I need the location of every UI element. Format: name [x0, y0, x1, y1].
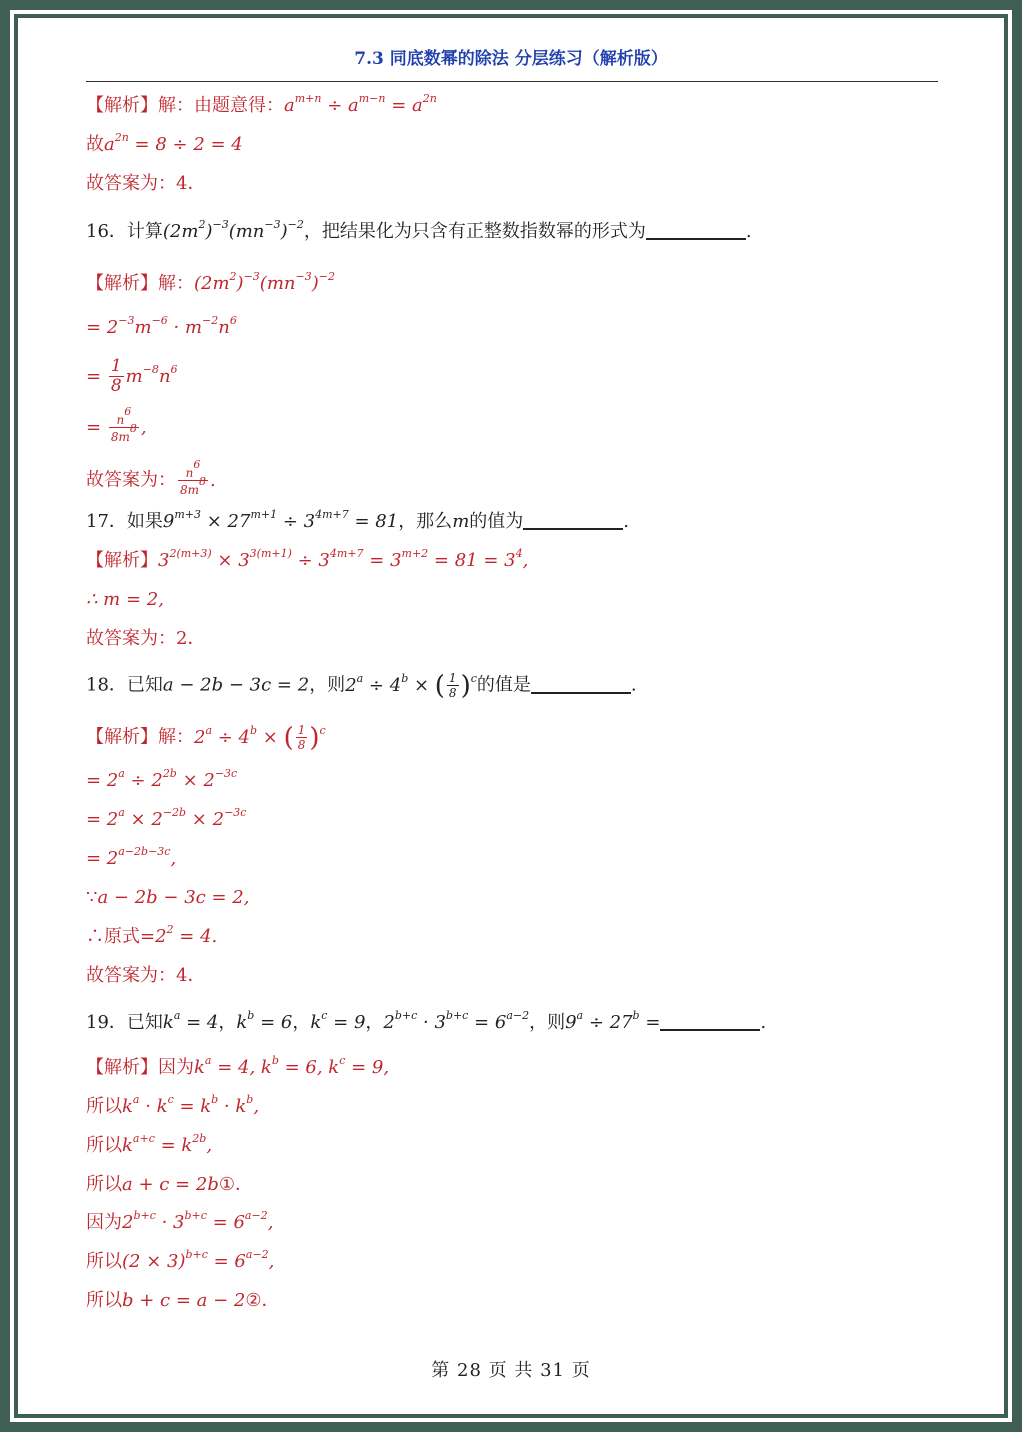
analysis-15-line-2: 故$a^{2n} = 8 \div 2 = 4$ [86, 131, 243, 155]
page-number: 第 28 页 共 31 页 [431, 1360, 591, 1381]
answer-blank [531, 674, 631, 694]
question-18: 18．已知a − 2b − 3c = 2，则$2^a \div 4^b$ × ( $\frac{1}{8}$ )$^c$的值是 . [86, 670, 637, 701]
answer-blank [523, 510, 623, 530]
answer-blank [646, 220, 746, 240]
analysis-19-line-4: 所以a + c = 2b①． [86, 1174, 253, 1195]
question-19: 19．已知$k^a = 4$，$k^b = 6$，$k^c = 9$，$2^{b+c} \cdot 3^{b+c} = 6^{a-2}$，则$9^a \div 27^b$ = . [86, 1009, 767, 1033]
analysis-18-line-4: = $2^{a-2b-3c}$, [86, 845, 177, 869]
analysis-16-line-4: = $\frac{n^6}{8m^8}$ , [86, 405, 147, 444]
answer-16: 故答案为： $\frac{n^6}{8m^8}$ . [86, 458, 216, 497]
analysis-18-line-5: ∵a − 2b − 3c = 2, [86, 887, 250, 908]
page-title: 7.3 同底数幂的除法 分层练习（解析版） [354, 49, 668, 69]
analysis-19-line-5: 因为$2^{b+c} \cdot 3^{b+c} = 6^{a-2}$, [86, 1209, 274, 1233]
analysis-15-line-1: 【解析】解：由题意得：$a^{m+n} \div a^{m-n} = a^{2n}$ [86, 92, 437, 116]
analysis-16-line-1: 【解析】解：$(2m^2)^{-3}(mn^{-3})^{-2}$ [86, 270, 335, 294]
analysis-19-line-2: 所以$k^a \cdot k^c = k^b \cdot k^b$, [86, 1093, 260, 1117]
question-16: 16．计算$(2m^2)^{-3}(mn^{-3})^{-2}$，把结果化为只含有正整数指数幂的形式为 . [86, 218, 752, 242]
analysis-18-line-1: 【解析】解：$2^a \div 4^b$ × ( $\frac{1}{8}$ )$^c$ [86, 722, 326, 753]
analysis-17-line-2: ∴ m = 2, [86, 589, 164, 610]
analysis-17-line-1: 【解析】$3^{2(m+3)} \times 3^{3(m+1)} \div 3^{4m+7} = 3^{m+2} = 81 = 3^4$, [86, 547, 529, 571]
analysis-19-line-6: 所以$(2 \times 3)^{b+c} = 6^{a-2}$, [86, 1248, 275, 1272]
question-17: 17．如果$9^{m+3} \times 27^{m+1} \div 3^{4m+7} = 81$，那么m的值为 . [86, 508, 629, 532]
analysis-18-line-3: = $2^a \times 2^{-2b} \times 2^{-3c}$ [86, 806, 247, 830]
header-divider [86, 81, 938, 82]
answer-blank [660, 1011, 760, 1031]
analysis-16-line-2: = $2^{-3}m^{-6} \cdot m^{-2}n^6$ [86, 314, 237, 338]
analysis-16-line-3: = $\frac{1}{8}$ $m^{-8}n^6$ [86, 356, 178, 396]
analysis-18-line-6: ∴原式$=2^2 = 4$. [86, 923, 218, 947]
analysis-19-line-7: 所以b + c = a − 2②． [86, 1290, 280, 1311]
answer-15: 故答案为：4． [86, 173, 206, 194]
answer-18: 故答案为：4． [86, 965, 206, 986]
analysis-19-line-1: 【解析】因为$k^a = 4$, $k^b = 6$, $k^c = 9$, [86, 1054, 390, 1078]
analysis-18-line-2: = $2^a \div 2^{2b} \times 2^{-3c}$ [86, 767, 238, 791]
analysis-19-line-3: 所以$k^{a+c} = k^{2b}$, [86, 1132, 213, 1156]
answer-17: 故答案为：2． [86, 628, 206, 649]
